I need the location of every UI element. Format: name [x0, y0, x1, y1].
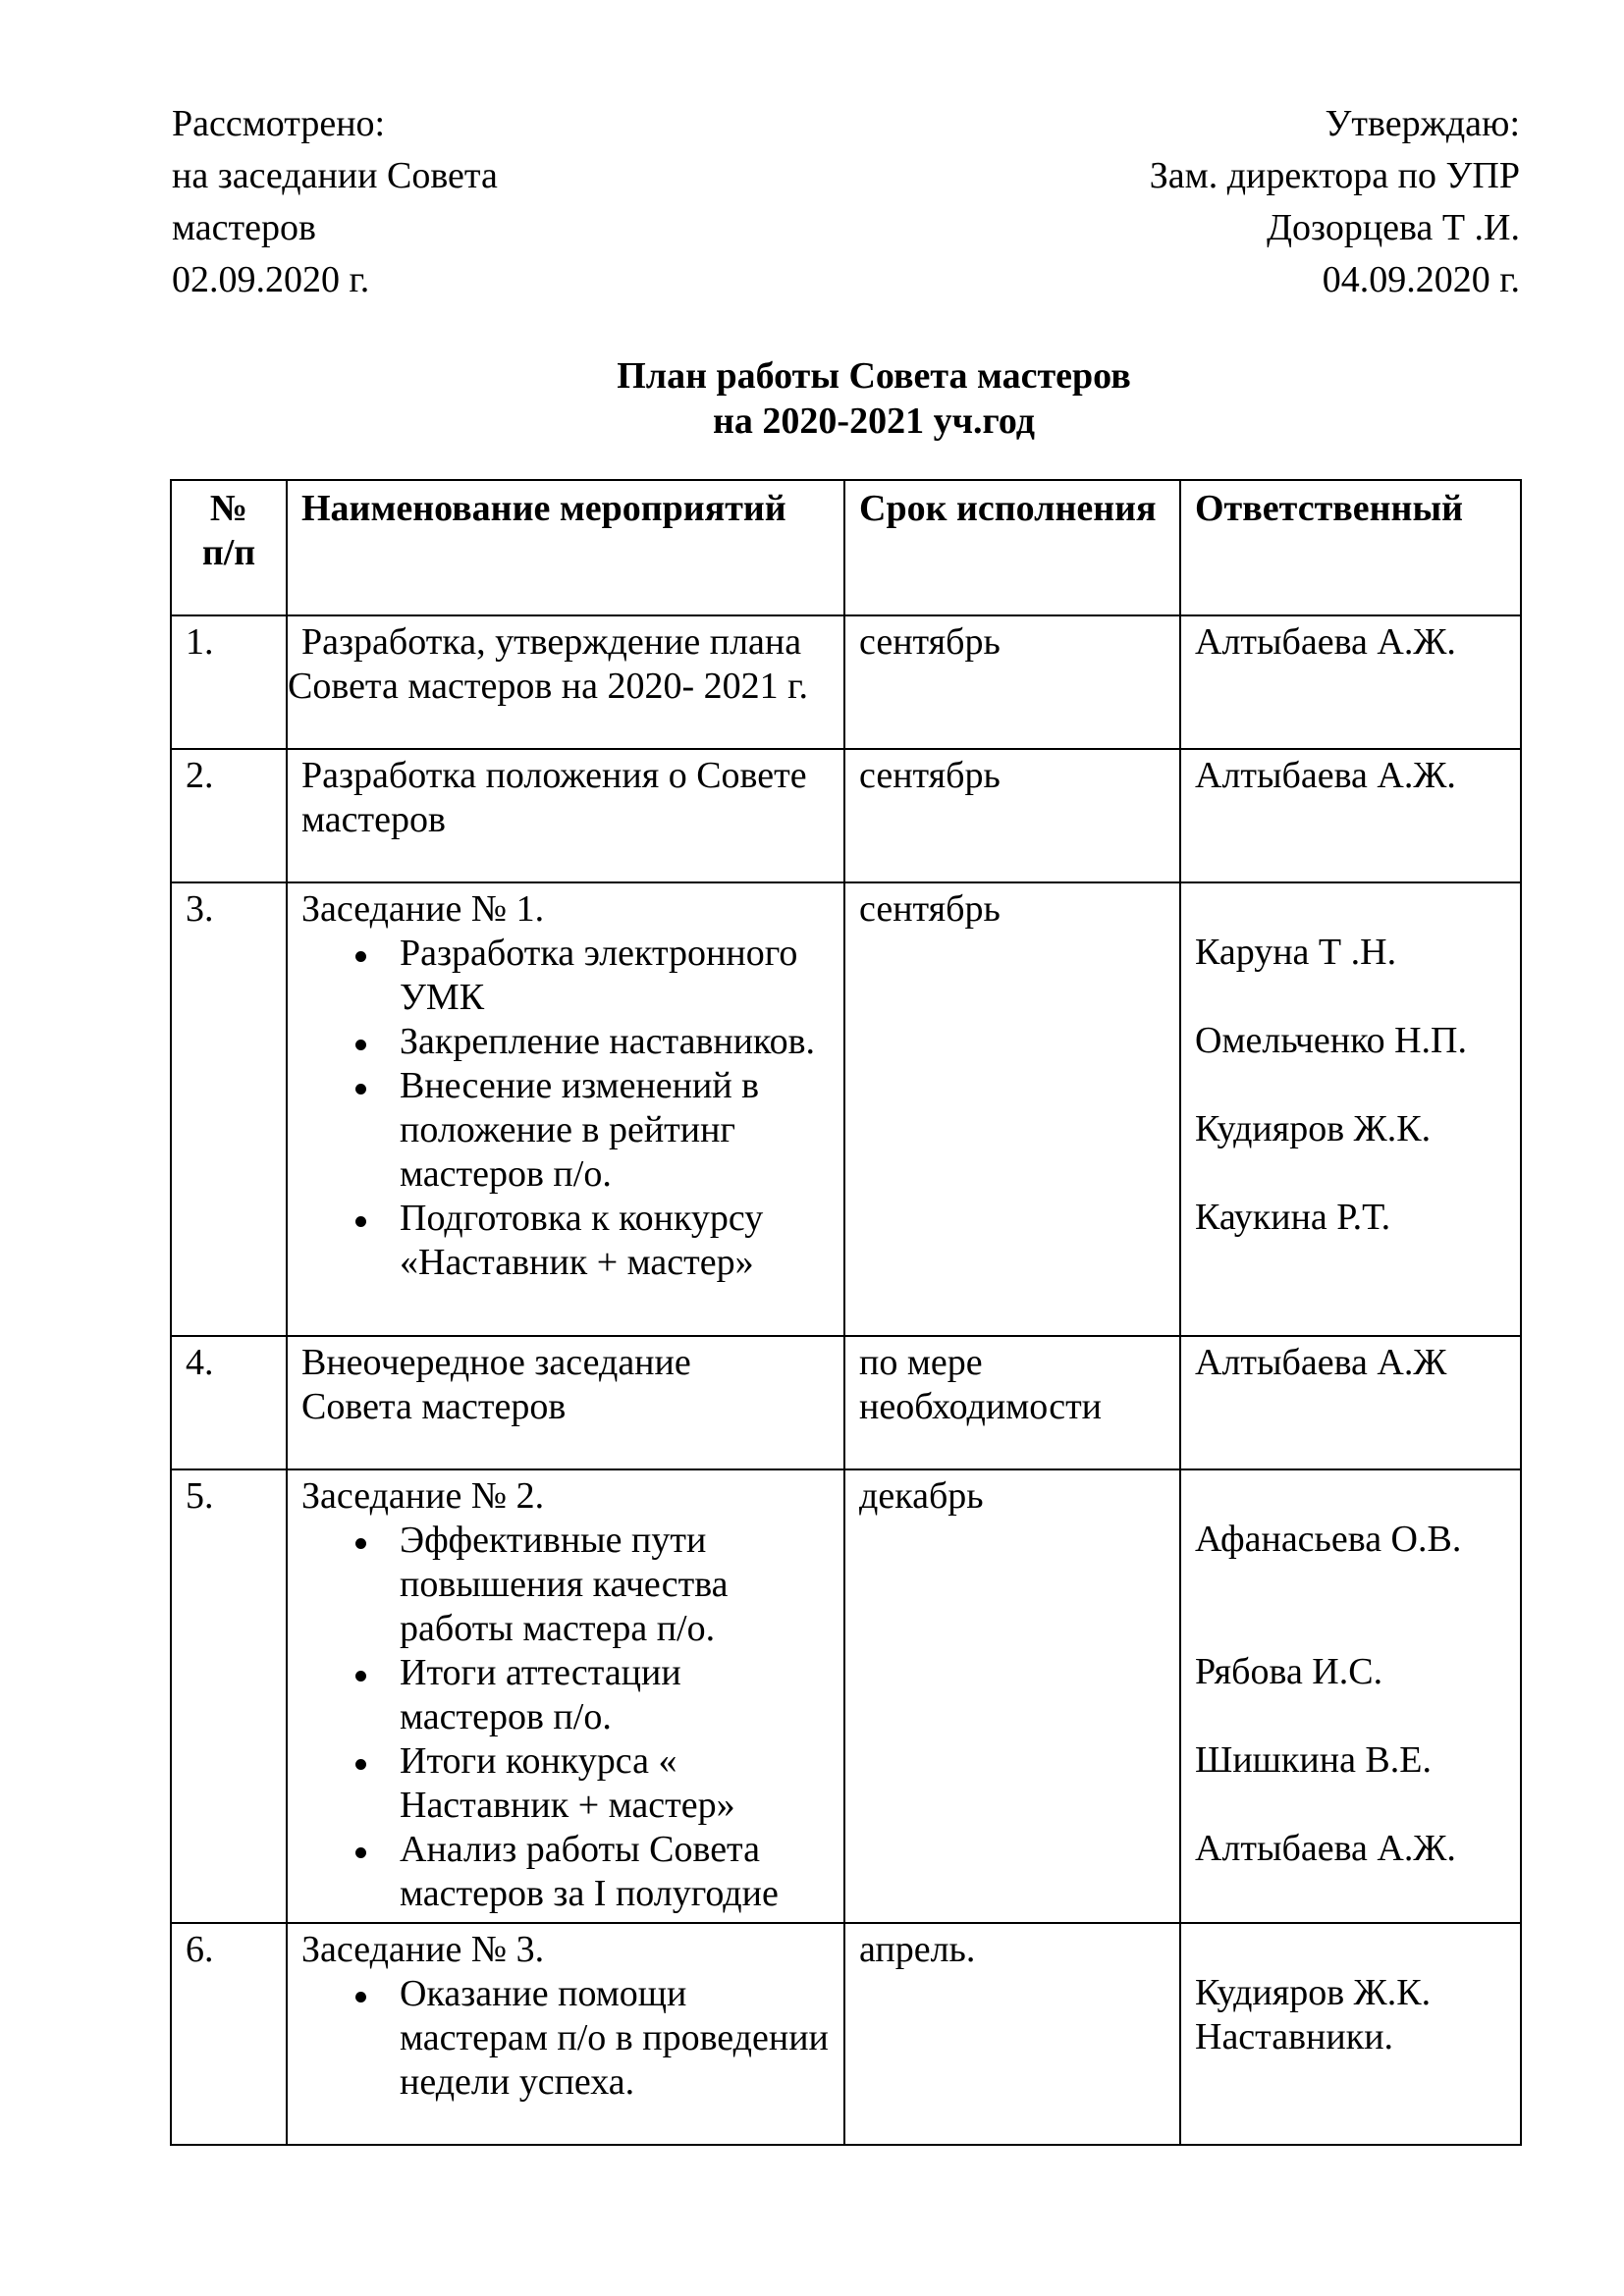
agenda-list [301, 1519, 830, 1916]
row-num: 3. [171, 882, 287, 1336]
approver-position: Зам. директора по УПР [1149, 155, 1520, 196]
table-row [171, 1336, 1521, 1469]
table-header-row [171, 480, 1521, 615]
row-name: Разработка положения о Совете мастеров [287, 749, 844, 882]
title-line: на 2020-2021 уч.год [713, 400, 1035, 442]
row-responsible: Алтыбаева А.Ж. [1180, 615, 1521, 749]
meeting-heading: Заседание № 3. [301, 1929, 545, 1970]
approver-name: Дозорцева Т .И. [1267, 207, 1520, 248]
review-body-line: мастеров [172, 207, 316, 248]
row-responsible [1180, 882, 1521, 1336]
row-deadline: апрель. [844, 1923, 1180, 2145]
responsible-person: Наставники. [1195, 2016, 1394, 2057]
document-title [0, 353, 1624, 444]
agenda-item: Итоги аттестации мастеров п/о. [400, 1651, 830, 1739]
row-deadline: сентябрь [844, 749, 1180, 882]
agenda-item: Закрепление наставников. [400, 1020, 830, 1064]
row-name: Разработка, утверждение плана Совета мастеров на 2020- 2021 г. [287, 615, 844, 749]
table-row [171, 1923, 1521, 2145]
agenda-item: Анализ работы Совета мастеров за I полугодие [400, 1828, 830, 1916]
row-responsible [1180, 1923, 1521, 2145]
responsible-person: Каукина Р.Т. [1195, 1197, 1391, 1238]
responsible-person: Афанасьева О.В. [1195, 1519, 1462, 1560]
agenda-item: Итоги конкурса « Наставник + мастер» [400, 1739, 830, 1828]
title-line: План работы Совета мастеров [617, 355, 1131, 397]
row-name [287, 1469, 844, 1923]
approval-block [1150, 98, 1520, 306]
row-deadline: по мере необходимости [844, 1336, 1180, 1469]
row-name [287, 882, 844, 1336]
table-row [171, 1469, 1521, 1923]
agenda-item: Эффективные пути повышения качества работы мастера п/о. [400, 1519, 830, 1651]
row-num: 6. [171, 1923, 287, 2145]
row-deadline: декабрь [844, 1469, 1180, 1923]
row-responsible [1180, 1469, 1521, 1923]
meeting-heading: Заседание № 1. [301, 888, 545, 930]
approval-date: 04.09.2020 г. [1322, 259, 1520, 300]
responsible-person: Омельченко Н.П. [1195, 1020, 1467, 1061]
table-row [171, 615, 1521, 749]
header-num: № п/п [171, 480, 287, 615]
row-deadline: сентябрь [844, 615, 1180, 749]
agenda-list [301, 1972, 830, 2105]
row-name: Внеочередное заседание Совета мастеров [287, 1336, 844, 1469]
table-row [171, 882, 1521, 1336]
review-label: Рассмотрено: [172, 103, 386, 144]
approval-label: Утверждаю: [1325, 103, 1520, 144]
responsible-person: Шишкина В.Е. [1195, 1739, 1432, 1781]
row-num: 5. [171, 1469, 287, 1923]
responsible-person: Рябова И.С. [1195, 1651, 1383, 1692]
header-name: Наименование мероприятий [287, 480, 844, 615]
header-responsible: Ответственный [1180, 480, 1521, 615]
meeting-heading: Заседание № 2. [301, 1475, 545, 1517]
header-deadline: Срок исполнения [844, 480, 1180, 615]
agenda-item: Подготовка к конкурсу «Наставник + мастер» [400, 1197, 830, 1285]
row-responsible: Алтыбаева А.Ж [1180, 1336, 1521, 1469]
agenda-list [301, 932, 830, 1285]
review-block [172, 98, 498, 306]
plan-table [170, 479, 1522, 2146]
table-row [171, 749, 1521, 882]
row-num: 4. [171, 1336, 287, 1469]
responsible-person: Алтыбаева А.Ж. [1195, 1828, 1456, 1869]
responsible-person: Каруна Т .Н. [1195, 932, 1397, 973]
row-deadline: сентябрь [844, 882, 1180, 1336]
row-num: 1. [171, 615, 287, 749]
row-name [287, 1923, 844, 2145]
agenda-item: Внесение изменений в положение в рейтинг мастеров п/о. [400, 1064, 830, 1197]
review-body-line: на заседании Совета [172, 155, 498, 196]
responsible-person: Кудияров Ж.К. [1195, 1972, 1432, 2013]
row-num: 2. [171, 749, 287, 882]
agenda-item: Разработка электронного УМК [400, 932, 830, 1020]
review-date: 02.09.2020 г. [172, 259, 370, 300]
row-responsible: Алтыбаева А.Ж. [1180, 749, 1521, 882]
responsible-person: Кудияров Ж.К. [1195, 1108, 1432, 1149]
agenda-item: Оказание помощи мастерам п/о в проведении недели успеха. [400, 1973, 829, 2103]
